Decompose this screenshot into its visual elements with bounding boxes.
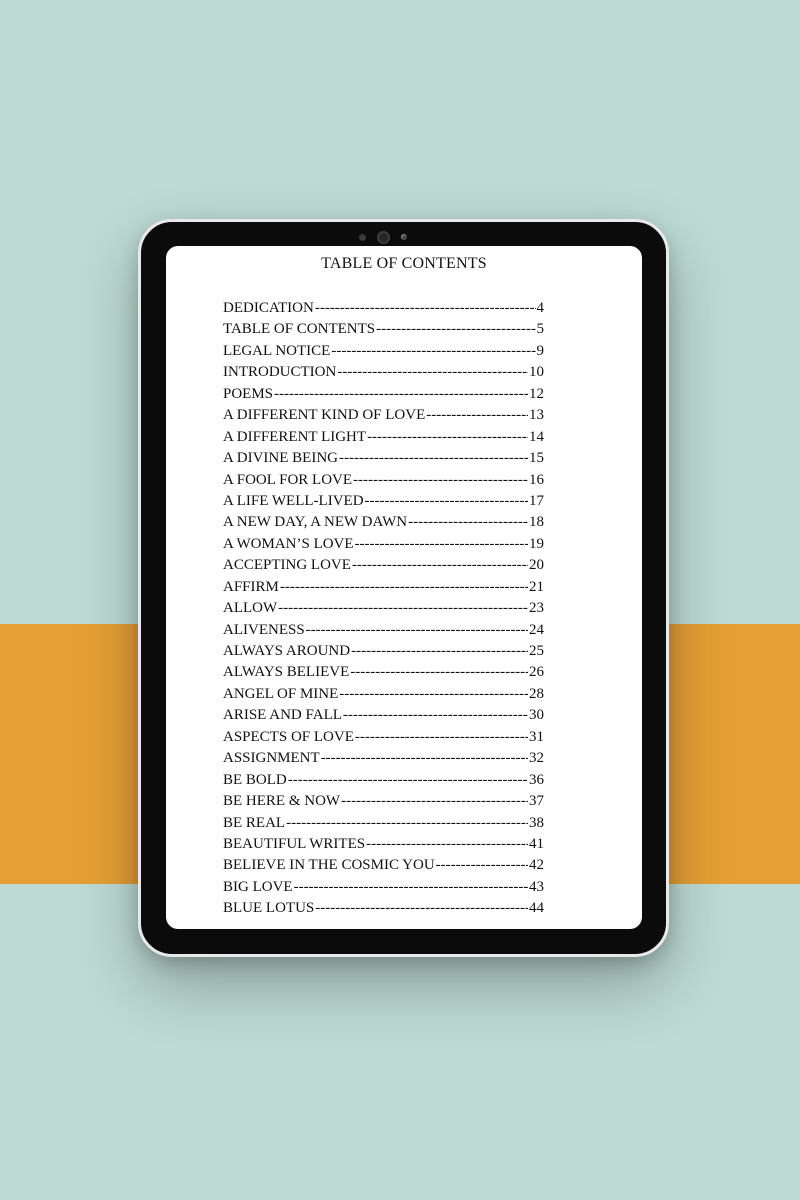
tablet-device xyxy=(138,219,669,957)
toc-entry-title: ALWAYS AROUND xyxy=(223,643,351,659)
toc-entry[interactable] xyxy=(223,407,544,428)
toc-entry-page-number: 38 xyxy=(529,814,544,831)
toc-entry-page-number: 4 xyxy=(536,300,544,316)
toc-entry-title: BIG LOVE xyxy=(223,878,293,895)
dot-leader xyxy=(367,429,528,446)
dot-leader xyxy=(351,643,528,660)
dot-leader xyxy=(315,300,536,317)
toc-entry-page-number: 17 xyxy=(529,492,544,509)
toc-entry[interactable] xyxy=(223,300,544,321)
toc-entry[interactable] xyxy=(223,772,544,793)
toc-entry-page-number: 42 xyxy=(529,857,544,874)
camera-lens-icon xyxy=(377,231,390,244)
toc-entry[interactable] xyxy=(223,536,544,557)
dot-leader xyxy=(355,536,528,553)
toc-entry-page-number: 44 xyxy=(529,900,544,917)
toc-entry[interactable] xyxy=(223,364,544,385)
page-title: TABLE OF CONTENTS xyxy=(321,255,487,272)
light-sensor-icon xyxy=(401,234,407,240)
toc-entry[interactable] xyxy=(223,729,544,750)
toc-entry-title: BELIEVE IN THE COSMIC YOU xyxy=(223,857,435,874)
toc-entry-title: A DIVINE BEING xyxy=(223,450,338,467)
toc-entry-page-number: 16 xyxy=(529,471,544,488)
toc-entry-title: A WOMAN’S LOVE xyxy=(223,535,354,552)
toc-entry[interactable] xyxy=(223,600,544,621)
toc-entry-page-number: 30 xyxy=(529,707,544,724)
toc-entry[interactable] xyxy=(223,321,544,342)
toc-entry-page-number: 18 xyxy=(529,514,544,531)
toc-entry-title: ASSIGNMENT xyxy=(223,750,320,767)
sensor-icon xyxy=(359,234,366,241)
dot-leader xyxy=(436,857,528,874)
toc-entry-title: A DIFFERENT KIND OF LOVE xyxy=(223,407,426,424)
toc-entry[interactable] xyxy=(223,579,544,600)
toc-entry[interactable] xyxy=(223,472,544,493)
toc-entry-title: ALIVENESS xyxy=(223,621,305,638)
toc-entry-title: A NEW DAY, A NEW DAWN xyxy=(223,514,408,531)
dot-leader xyxy=(278,600,528,617)
toc-entry-title: AFFIRM xyxy=(223,578,279,595)
toc-entry-title: ARISE AND FALL xyxy=(223,707,342,724)
toc-entry[interactable] xyxy=(223,815,544,836)
toc-entry-title: BE BOLD xyxy=(223,771,287,788)
toc-entry-title: INTRODUCTION xyxy=(223,364,337,381)
dot-leader xyxy=(339,686,528,703)
toc-entry[interactable] xyxy=(223,514,544,535)
tablet-screen xyxy=(166,246,642,929)
dot-leader xyxy=(315,900,528,917)
dot-leader xyxy=(343,707,528,724)
dot-leader xyxy=(408,514,528,531)
toc-entry[interactable] xyxy=(223,493,544,514)
toc-entry-page-number: 37 xyxy=(529,793,544,810)
toc-entry-page-number: 12 xyxy=(529,385,544,402)
dot-leader xyxy=(352,557,528,574)
toc-entry[interactable] xyxy=(223,450,544,471)
toc-entry-page-number: 9 xyxy=(536,342,544,359)
toc-entry-page-number: 28 xyxy=(529,685,544,702)
toc-entry-page-number: 13 xyxy=(529,407,544,424)
toc-entry[interactable] xyxy=(223,429,544,450)
toc-entry-title: BE HERE & NOW xyxy=(223,793,341,810)
dot-leader xyxy=(353,472,528,489)
toc-entry-title: A DIFFERENT LIGHT xyxy=(223,428,367,445)
toc-entry-title: POEMS xyxy=(223,385,274,402)
toc-entry-title: ACCEPTING LOVE xyxy=(223,557,351,574)
dot-leader xyxy=(341,793,528,810)
toc-entry-title: ALLOW xyxy=(223,600,278,617)
toc-entry[interactable] xyxy=(223,900,544,921)
toc-entry[interactable] xyxy=(223,857,544,878)
dot-leader xyxy=(365,493,528,510)
toc-entry-page-number: 25 xyxy=(529,643,544,659)
dot-leader xyxy=(288,772,528,789)
toc-entry[interactable] xyxy=(223,386,544,407)
dot-leader xyxy=(321,750,528,767)
toc-entry[interactable] xyxy=(223,879,544,900)
dot-leader xyxy=(350,664,528,681)
toc-entry-page-number: 14 xyxy=(529,428,544,445)
dot-leader xyxy=(376,321,535,338)
toc-list xyxy=(223,300,544,922)
dot-leader xyxy=(274,386,528,403)
toc-entry[interactable] xyxy=(223,343,544,364)
toc-entry-title: ALWAYS BELIEVE xyxy=(223,664,350,681)
dot-leader xyxy=(355,729,528,746)
dot-leader xyxy=(331,343,535,360)
toc-entry[interactable] xyxy=(223,557,544,578)
toc-entry-title: BE REAL xyxy=(223,814,286,831)
toc-entry[interactable] xyxy=(223,686,544,707)
toc-entry-title: ASPECTS OF LOVE xyxy=(223,728,354,745)
toc-entry-title: BLUE LOTUS xyxy=(223,900,315,917)
toc-entry-page-number: 32 xyxy=(529,750,544,767)
toc-entry[interactable] xyxy=(223,622,544,643)
toc-entry[interactable] xyxy=(223,836,544,857)
toc-entry-page-number: 19 xyxy=(529,535,544,552)
toc-entry-title: A LIFE WELL-LIVED xyxy=(223,492,364,509)
toc-entry-page-number: 41 xyxy=(529,835,544,852)
dot-leader xyxy=(286,815,528,832)
camera-bar xyxy=(141,231,666,245)
toc-entry-page-number: 36 xyxy=(529,771,544,788)
toc-entry-title: TABLE OF CONTENTS xyxy=(223,321,376,338)
dot-leader xyxy=(280,579,528,596)
toc-entry-page-number: 43 xyxy=(529,878,544,895)
toc-entry-page-number: 24 xyxy=(529,621,544,638)
toc-entry-title: A FOOL FOR LOVE xyxy=(223,471,353,488)
toc-entry-page-number: 5 xyxy=(536,321,544,338)
dot-leader xyxy=(366,836,528,853)
toc-entry-page-number: 20 xyxy=(529,557,544,574)
toc-entry-title: LEGAL NOTICE xyxy=(223,342,331,359)
toc-entry-title: BEAUTIFUL WRITES xyxy=(223,835,366,852)
toc-entry-page-number: 26 xyxy=(529,664,544,681)
toc-entry-page-number: 31 xyxy=(529,728,544,745)
dot-leader xyxy=(337,364,528,381)
toc-entry[interactable] xyxy=(223,793,544,814)
dot-leader xyxy=(306,622,528,639)
toc-entry-title: ANGEL OF MINE xyxy=(223,685,339,702)
toc-entry-page-number: 10 xyxy=(529,364,544,381)
toc-entry[interactable] xyxy=(223,643,544,664)
dot-leader xyxy=(294,879,528,896)
toc-entry[interactable] xyxy=(223,664,544,685)
toc-entry-title: DEDICATION xyxy=(223,300,314,316)
toc-entry-page-number: 23 xyxy=(529,600,544,617)
dot-leader xyxy=(339,450,528,467)
toc-entry-page-number: 21 xyxy=(529,578,544,595)
toc-entry-page-number: 15 xyxy=(529,450,544,467)
dot-leader xyxy=(426,407,528,424)
toc-entry[interactable] xyxy=(223,707,544,728)
toc-entry[interactable] xyxy=(223,750,544,771)
